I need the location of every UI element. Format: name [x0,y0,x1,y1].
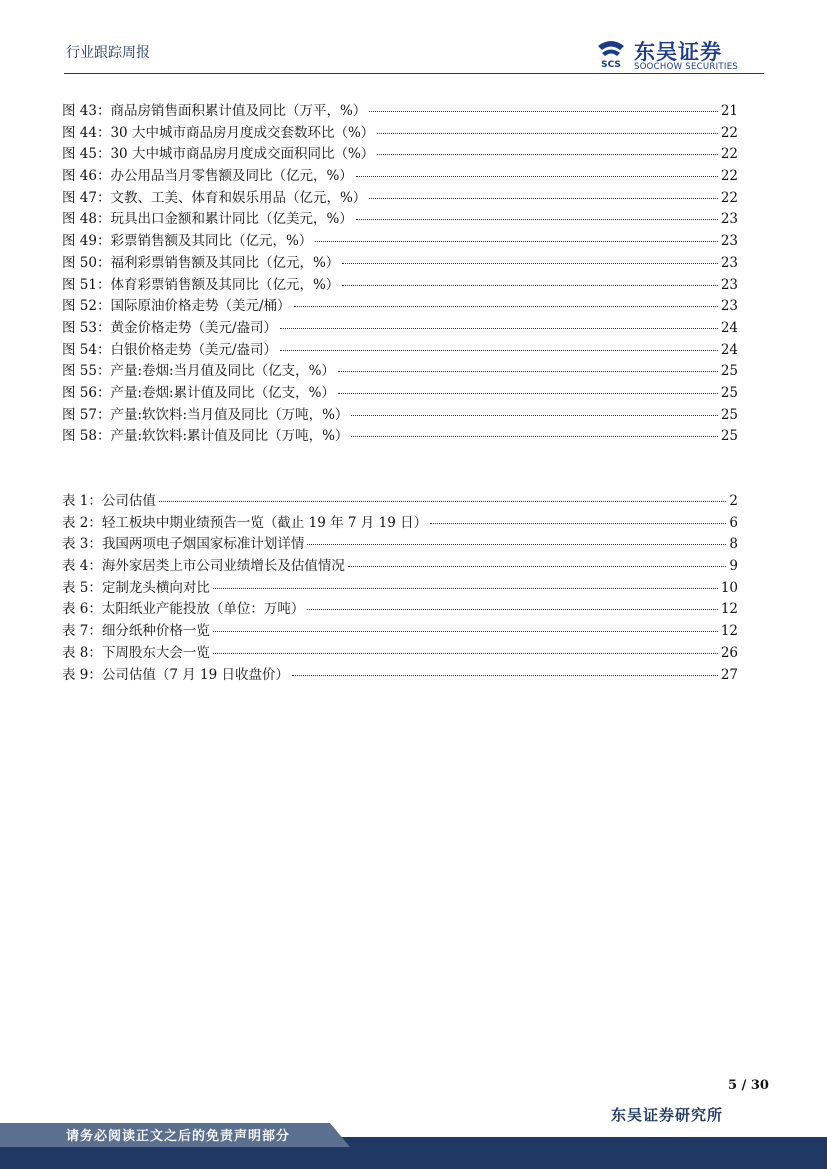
toc-entry-page: 25 [720,406,738,423]
figure-index-entry[interactable] [62,294,738,316]
toc-entry-page: 23 [720,233,738,250]
toc-entry-page: 22 [720,168,738,185]
toc-entry-page: 9 [729,558,738,575]
toc-entry-label: 图 47：文教、工美、体育和娱乐用品（亿元，%） [62,189,367,206]
footer-org-name: 东吴证券研究所 [611,1106,724,1124]
disclaimer-text: 请务必阅读正文之后的免责声明部分 [66,1129,291,1144]
dot-leader [307,543,726,545]
logo-chinese-name: 东吴证券 [634,40,722,64]
figure-index-entry[interactable] [62,424,738,446]
table-index-entry[interactable] [62,641,738,663]
toc-entry-page: 23 [720,211,738,228]
dot-leader [356,175,718,177]
toc-entry-page: 26 [720,644,738,661]
toc-entry-page: 25 [720,363,738,380]
table-index-list [62,489,738,684]
toc-entry-label: 表 6：太阳纸业产能投放（单位：万吨） [62,601,305,618]
toc-entry-label: 表 1：公司估值 [62,493,156,509]
dot-leader [369,110,718,112]
toc-entry-label: 图 51：体育彩票销售额及其同比（亿元，%） [62,276,340,293]
toc-entry-page: 12 [720,623,738,640]
dot-leader [213,652,718,654]
toc-entry-page: 22 [720,146,738,163]
dot-leader [159,500,727,502]
table-index-entry[interactable] [62,554,738,576]
dot-leader [342,262,718,264]
toc-entry-page: 2 [729,493,738,509]
toc-entry-label: 图 44：30 大中城市商品房月度成交套数环比（%） [62,124,375,141]
report-type-label: 行业跟踪周报 [66,45,150,61]
figure-index-entry[interactable] [62,316,738,338]
toc-entry-label: 表 5：定制龙头横向对比 [62,579,210,596]
logo-mark-text: SCS [601,60,621,70]
toc-entry-label: 图 43：商品房销售面积累计值及同比（万平，%） [62,103,367,119]
table-index-entry[interactable] [62,597,738,619]
dot-leader [342,284,718,286]
toc-entry-page: 6 [729,514,738,531]
dot-leader [351,414,717,416]
figure-index-entry[interactable] [62,381,738,403]
logo-icon [594,36,628,70]
dot-leader [377,153,718,155]
dot-leader [377,132,718,134]
toc-entry-label: 图 56：产量:卷烟:累计值及同比（亿支，%） [62,384,335,401]
toc-entry-page: 24 [720,341,738,358]
toc-entry-label: 表 9：公司估值（7 月 19 日收盘价） [62,666,290,683]
toc-entry-label: 图 45：30 大中城市商品房月度成交面积同比（%） [62,146,375,163]
toc-entry-label: 图 57：产量:软饮料:当月值及同比（万吨，%） [62,406,349,423]
figure-index-entry[interactable] [62,403,738,425]
dot-leader [348,565,727,567]
figure-index-entry[interactable] [62,251,738,273]
toc-entry-label: 表 4：海外家居类上市公司业绩增长及估值情况 [62,558,345,575]
figure-index-entry[interactable] [62,338,738,360]
dot-leader [294,305,718,307]
logo-english-name: SOOCHOW SECURITIES [634,62,739,72]
table-index-entry[interactable] [62,532,738,554]
dot-leader [292,674,718,676]
dot-leader [280,349,718,351]
toc-entry-page: 22 [720,189,738,206]
toc-entry-page: 24 [720,319,738,336]
toc-entry-page: 10 [720,579,738,596]
figure-index-entry[interactable] [62,121,738,143]
toc-entry-page: 25 [720,428,738,445]
figure-index-entry[interactable] [62,164,738,186]
toc-entry-label: 图 46：办公用品当月零售额及同比（亿元，%） [62,168,353,185]
dot-leader [369,197,718,199]
toc-entry-label: 表 8：下周股东大会一览 [62,644,210,661]
company-logo [594,36,766,74]
toc-entry-page: 23 [720,276,738,293]
table-index-entry[interactable] [62,511,738,533]
toc-entry-label: 图 52：国际原油价格走势（美元/桶） [62,298,291,315]
header-divider [64,73,764,74]
toc-entry-label: 图 54：白银价格走势（美元/盎司） [62,341,278,358]
table-index-entry[interactable] [62,576,738,598]
page-number: 5 / 30 [728,1078,769,1093]
figure-index-entry[interactable] [62,273,738,295]
toc-entry-page: 27 [720,666,738,683]
dot-leader [338,370,718,372]
toc-entry-label: 图 50：福利彩票销售额及其同比（亿元，%） [62,254,340,271]
table-index-entry[interactable] [62,663,738,685]
toc-entry-label: 图 55：产量:卷烟:当月值及同比（亿支，%） [62,363,335,380]
toc-entry-page: 23 [720,298,738,315]
figure-index-entry[interactable] [62,186,738,208]
dot-leader [338,392,718,394]
dot-leader [430,522,726,524]
toc-entry-page: 21 [720,103,738,119]
toc-entry-label: 图 48：玩具出口金额和累计同比（亿美元，%） [62,211,353,228]
toc-entry-page: 22 [720,124,738,141]
table-index-entry[interactable] [62,619,738,641]
dot-leader [213,630,718,632]
dot-leader [351,435,717,437]
dot-leader [213,587,718,589]
toc-entry-page: 12 [720,601,738,618]
figure-index-list [62,99,738,446]
toc-entry-label: 表 3：我国两项电子烟国家标准计划详情 [62,536,305,553]
dot-leader [307,608,717,610]
dot-leader [356,218,718,220]
toc-entry-label: 图 58：产量:软饮料:累计值及同比（万吨，%） [62,428,349,445]
dot-leader [280,327,718,329]
toc-entry-page: 8 [729,536,738,553]
figure-index-entry[interactable] [62,99,738,121]
toc-entry-page: 25 [720,384,738,401]
toc-entry-label: 表 7：细分纸种价格一览 [62,623,210,640]
table-index-entry[interactable] [62,489,738,511]
figure-index-entry[interactable] [62,229,738,251]
dot-leader [315,240,718,242]
figure-index-entry[interactable] [62,207,738,229]
figure-index-entry[interactable] [62,359,738,381]
figure-index-entry[interactable] [62,142,738,164]
toc-entry-page: 23 [720,254,738,271]
toc-entry-label: 图 49：彩票销售额及其同比（亿元，%） [62,233,313,250]
toc-entry-label: 图 53：黄金价格走势（美元/盎司） [62,319,278,336]
toc-entry-label: 表 2：轻工板块中期业绩预告一览（截止 19 年 7 月 19 日） [62,514,428,531]
